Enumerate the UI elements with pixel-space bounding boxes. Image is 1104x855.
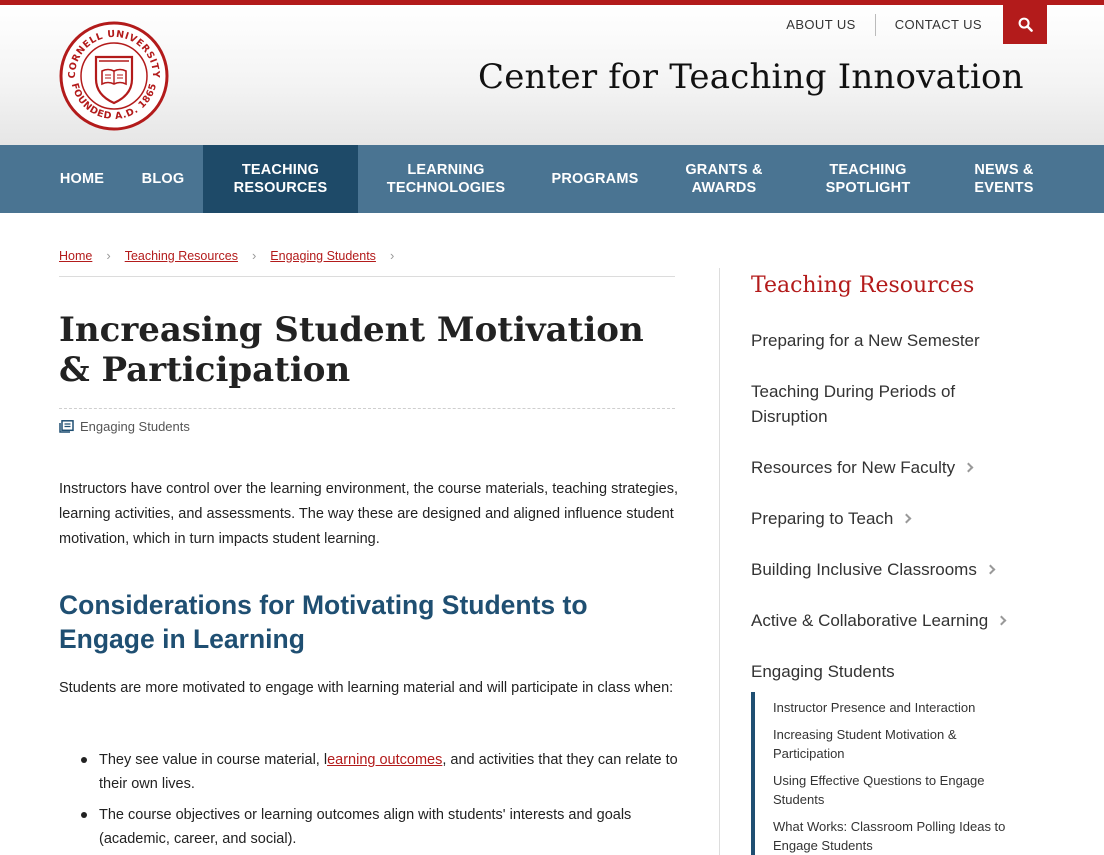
sidebar-item-label: Teaching During Periods of Disruption bbox=[751, 382, 956, 426]
breadcrumb-engaging-students[interactable]: Engaging Students bbox=[270, 248, 376, 263]
sidebar-item-label: Preparing for a New Semester bbox=[751, 331, 980, 350]
nav-learning-technologies[interactable] bbox=[372, 145, 520, 213]
nav-news-events[interactable] bbox=[955, 145, 1053, 213]
main-nav bbox=[0, 145, 1104, 213]
sidebar-item-disruption[interactable] bbox=[751, 379, 991, 429]
chevron-right-icon bbox=[964, 463, 974, 473]
search-button[interactable] bbox=[1003, 5, 1047, 44]
nav-label: LEARNING bbox=[407, 162, 485, 178]
nav-label: RESOURCES bbox=[233, 180, 328, 196]
nav-teaching-spotlight[interactable] bbox=[808, 145, 928, 213]
list-item bbox=[99, 748, 679, 796]
sidebar-item-label: Resources for New Faculty bbox=[751, 458, 956, 477]
submenu-item-instructor-presence[interactable]: Instructor Presence and Interaction bbox=[773, 700, 976, 715]
nav-grants-awards[interactable] bbox=[670, 145, 778, 213]
bullet-text: They see value in course material, l bbox=[99, 752, 328, 768]
submenu-item-effective-questions[interactable]: Using Effective Questions to Engage Students bbox=[773, 773, 985, 807]
chevron-right-icon: › bbox=[389, 248, 395, 263]
nav-label: TEACHING bbox=[829, 162, 907, 178]
nav-label: EVENTS bbox=[974, 180, 1034, 196]
section-heading: Considerations for Motivating Students to Engage in Learning bbox=[59, 590, 588, 654]
bullet-text: , and activities that they can relate to their own lives. bbox=[99, 752, 678, 792]
breadcrumb-home[interactable]: Home bbox=[59, 248, 93, 263]
nav-label: NEWS & bbox=[974, 162, 1034, 178]
site-title[interactable]: Center for Teaching Innovation bbox=[478, 57, 1024, 97]
breadcrumb-teaching-resources[interactable]: Teaching Resources bbox=[124, 248, 238, 263]
list-item: The course objectives or learning outcomes align with students' interests and goals (academic, career, and social). bbox=[99, 803, 679, 851]
submenu-item-student-motivation[interactable]: Increasing Student Motivation & Participation bbox=[773, 727, 957, 761]
sidebar-item-active-learning[interactable] bbox=[751, 608, 1021, 633]
sidebar-item-new-semester[interactable] bbox=[751, 328, 1021, 353]
sidebar-heading[interactable]: Teaching Resources bbox=[751, 273, 975, 298]
nav-home[interactable] bbox=[45, 145, 119, 213]
utility-nav bbox=[767, 5, 1047, 44]
submenu-indicator bbox=[751, 692, 755, 855]
nav-programs[interactable] bbox=[538, 145, 652, 213]
category-tag-label: Engaging Students bbox=[80, 419, 190, 434]
sidebar-item-label: Preparing to Teach bbox=[751, 509, 894, 528]
nav-teaching-resources[interactable] bbox=[203, 145, 358, 213]
nav-label: TEACHING bbox=[241, 162, 320, 178]
cornell-seal-logo[interactable] bbox=[59, 21, 169, 131]
svg-text:FOUNDED A.D. 1865: FOUNDED A.D. 1865 bbox=[68, 81, 160, 123]
nav-label: SPOTLIGHT bbox=[825, 180, 911, 196]
breadcrumb-divider bbox=[59, 276, 675, 277]
sidebar-divider bbox=[719, 268, 720, 855]
nav-label: BLOG bbox=[141, 171, 185, 187]
sidebar-item-preparing-to-teach[interactable] bbox=[751, 506, 1021, 531]
sidebar-item-new-faculty[interactable] bbox=[751, 455, 1021, 480]
category-icon bbox=[59, 420, 74, 433]
sidebar-item-engaging-students[interactable] bbox=[751, 659, 1021, 684]
chevron-right-icon bbox=[985, 565, 995, 575]
learning-outcomes-link[interactable]: earning outcomes bbox=[327, 752, 443, 768]
breadcrumb bbox=[59, 248, 408, 263]
category-tag[interactable] bbox=[59, 419, 190, 434]
about-us-link[interactable]: ABOUT US bbox=[786, 17, 856, 32]
body-paragraph: Students are more motivated to engage with learning material and will participate in class when: bbox=[59, 680, 674, 696]
submenu-item-classroom-polling[interactable]: What Works: Classroom Polling Ideas to Engage Students bbox=[773, 819, 1006, 853]
nav-label: PROGRAMS bbox=[551, 171, 639, 187]
sidebar-item-label: Engaging Students bbox=[751, 662, 895, 681]
title-divider bbox=[59, 408, 675, 409]
contact-us-link[interactable]: CONTACT US bbox=[894, 17, 982, 32]
nav-label: GRANTS & bbox=[685, 162, 763, 178]
nav-label: AWARDS bbox=[691, 180, 757, 196]
chevron-right-icon bbox=[997, 616, 1007, 626]
nav-blog[interactable] bbox=[130, 145, 196, 213]
chevron-right-icon: › bbox=[106, 248, 111, 263]
search-icon bbox=[1018, 17, 1033, 32]
sidebar-item-inclusive-classrooms[interactable] bbox=[751, 557, 1021, 582]
page-title: Increasing Student Motivation & Participation bbox=[59, 310, 644, 390]
bullet-list bbox=[99, 748, 679, 855]
svg-text:CORNELL UNIVERSITY: CORNELL UNIVERSITY bbox=[66, 28, 162, 79]
intro-paragraph: Instructors have control over the learning environment, the course materials, teaching strategies, learning activities, and assessments. The way these are designed and aligned influence student motivation, which in turn impacts student learning. bbox=[59, 481, 678, 547]
chevron-right-icon: › bbox=[251, 248, 257, 263]
nav-label: HOME bbox=[59, 171, 105, 187]
nav-label: TECHNOLOGIES bbox=[386, 180, 506, 196]
site-header bbox=[0, 5, 1104, 145]
sidebar-item-label: Building Inclusive Classrooms bbox=[751, 560, 977, 579]
chevron-right-icon bbox=[902, 514, 912, 524]
sidebar-item-label: Active & Collaborative Learning bbox=[751, 611, 989, 630]
